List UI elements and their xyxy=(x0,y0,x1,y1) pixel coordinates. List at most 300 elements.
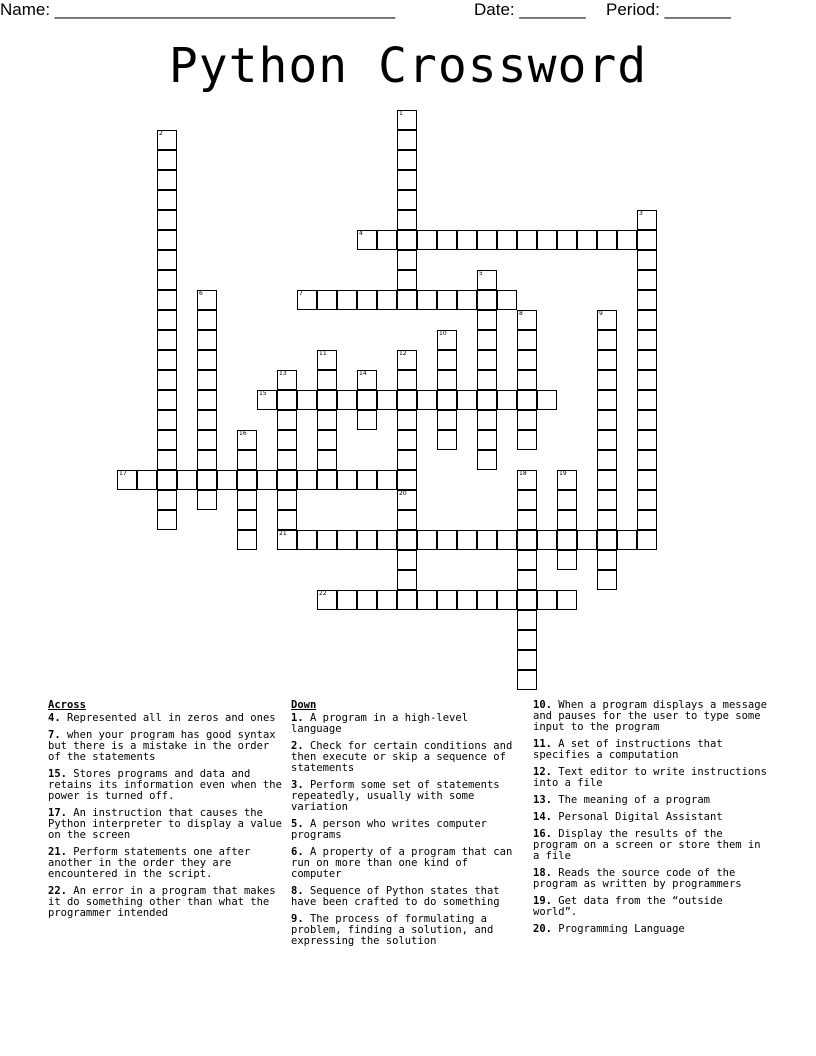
grid-cell[interactable] xyxy=(497,230,517,250)
grid-cell[interactable] xyxy=(277,410,297,430)
grid-cell[interactable] xyxy=(197,450,217,470)
clue-number-label: 8. xyxy=(291,885,304,897)
grid-cell[interactable] xyxy=(157,230,177,250)
grid-cell[interactable] xyxy=(357,370,377,390)
grid-cell[interactable] xyxy=(557,550,577,570)
grid-cell[interactable] xyxy=(277,370,297,390)
grid-cell[interactable] xyxy=(377,470,397,490)
grid-cell[interactable] xyxy=(197,430,217,450)
across-clue-list xyxy=(48,713,284,919)
grid-cell[interactable] xyxy=(397,490,417,510)
grid-cell[interactable] xyxy=(157,450,177,470)
grid-cell[interactable] xyxy=(157,470,177,490)
clue-number-label: 1. xyxy=(291,712,304,724)
grid-cell[interactable] xyxy=(617,530,637,550)
grid-cell[interactable] xyxy=(477,530,497,550)
grid-cell[interactable] xyxy=(197,330,217,350)
grid-cell[interactable] xyxy=(157,210,177,230)
grid-cell[interactable] xyxy=(397,410,417,430)
grid-cell[interactable] xyxy=(437,350,457,370)
clue-number-label: 7. xyxy=(48,729,61,741)
clue-text: An instruction that causes the Python interpreter to display a value on the screen xyxy=(48,807,282,841)
grid-cell[interactable] xyxy=(157,430,177,450)
grid-cell[interactable] xyxy=(317,390,337,410)
grid-cell[interactable] xyxy=(597,570,617,590)
grid-cell[interactable] xyxy=(337,290,357,310)
clue-text: Text editor to write instructions into a file xyxy=(533,766,767,789)
grid-cell[interactable] xyxy=(637,530,657,550)
grid-cell[interactable] xyxy=(317,590,337,610)
grid-cell[interactable] xyxy=(477,270,497,290)
grid-cell[interactable] xyxy=(297,390,317,410)
clue-number: 6 xyxy=(199,290,203,297)
grid-cell[interactable] xyxy=(517,390,537,410)
grid-cell[interactable] xyxy=(617,230,637,250)
grid-cell[interactable] xyxy=(197,370,217,390)
grid-cell[interactable] xyxy=(277,450,297,470)
grid-cell[interactable] xyxy=(517,310,537,330)
grid-cell[interactable] xyxy=(357,390,377,410)
grid-cell[interactable] xyxy=(237,490,257,510)
grid-cell[interactable] xyxy=(277,490,297,510)
clue-number: 2 xyxy=(159,130,163,137)
grid-cell[interactable] xyxy=(397,230,417,250)
grid-cell[interactable] xyxy=(637,250,657,270)
grid-cell[interactable] xyxy=(637,350,657,370)
grid-cell[interactable] xyxy=(397,210,417,230)
grid-cell[interactable] xyxy=(517,430,537,450)
grid-cell[interactable] xyxy=(317,410,337,430)
grid-cell[interactable] xyxy=(397,190,417,210)
grid-cell[interactable] xyxy=(317,290,337,310)
grid-cell[interactable] xyxy=(237,470,257,490)
grid-cell[interactable] xyxy=(437,590,457,610)
clue-number-label: 22. xyxy=(48,885,67,897)
grid-cell[interactable] xyxy=(197,310,217,330)
grid-cell[interactable] xyxy=(437,410,457,430)
across-heading: Across xyxy=(48,699,86,711)
grid-cell[interactable] xyxy=(597,370,617,390)
grid-cell[interactable] xyxy=(217,470,237,490)
grid-cell[interactable] xyxy=(597,330,617,350)
grid-cell[interactable] xyxy=(597,530,617,550)
grid-cell[interactable] xyxy=(597,310,617,330)
clue-number: 3 xyxy=(639,210,643,217)
clue-item xyxy=(291,741,523,774)
grid-cell[interactable] xyxy=(557,470,577,490)
grid-cell[interactable] xyxy=(317,370,337,390)
grid-cell[interactable] xyxy=(157,330,177,350)
name-field[interactable]: Name: ____________________________________ xyxy=(0,0,396,19)
clue-text: Perform some set of statements repeatedly, usually with some variation xyxy=(291,779,500,813)
grid-cell[interactable] xyxy=(517,330,537,350)
grid-cell[interactable] xyxy=(477,370,497,390)
clue-item xyxy=(291,847,523,880)
grid-cell[interactable] xyxy=(517,610,537,630)
grid-cell[interactable] xyxy=(357,410,377,430)
grid-cell[interactable] xyxy=(197,490,217,510)
grid-cell[interactable] xyxy=(517,350,537,370)
grid-cell[interactable] xyxy=(497,590,517,610)
grid-cell[interactable] xyxy=(637,210,657,230)
grid-cell[interactable] xyxy=(197,470,217,490)
grid-cell[interactable] xyxy=(157,490,177,510)
grid-cell[interactable] xyxy=(437,290,457,310)
grid-cell[interactable] xyxy=(397,570,417,590)
grid-cell[interactable] xyxy=(397,110,417,130)
grid-cell[interactable] xyxy=(157,130,177,150)
clue-text: The meaning of a program xyxy=(551,794,711,806)
grid-cell[interactable] xyxy=(377,230,397,250)
clue-text: Programming Language xyxy=(551,923,685,935)
grid-cell[interactable] xyxy=(637,370,657,390)
grid-cell[interactable] xyxy=(277,530,297,550)
clue-text: An error in a program that makes it do something other than what the programmer intended xyxy=(48,885,276,919)
clue-item xyxy=(48,886,284,919)
clue-item xyxy=(533,812,771,823)
grid-cell[interactable] xyxy=(557,490,577,510)
grid-cell[interactable] xyxy=(157,310,177,330)
clue-item xyxy=(291,780,523,813)
clue-number-label: 16. xyxy=(533,828,552,840)
grid-cell[interactable] xyxy=(377,390,397,410)
grid-cell[interactable] xyxy=(397,150,417,170)
grid-cell[interactable] xyxy=(257,390,277,410)
grid-cell[interactable] xyxy=(337,470,357,490)
grid-cell[interactable] xyxy=(237,450,257,470)
grid-cell[interactable] xyxy=(517,530,537,550)
grid-cell[interactable] xyxy=(437,530,457,550)
grid-cell[interactable] xyxy=(317,530,337,550)
clue-number: 20 xyxy=(399,490,407,497)
date-field[interactable]: Date: _______ xyxy=(474,0,586,19)
grid-cell[interactable] xyxy=(477,450,497,470)
grid-cell[interactable] xyxy=(557,590,577,610)
clue-number-label: 13. xyxy=(533,794,552,806)
grid-cell[interactable] xyxy=(197,290,217,310)
grid-cell[interactable] xyxy=(597,550,617,570)
grid-cell[interactable] xyxy=(597,230,617,250)
grid-cell[interactable] xyxy=(397,530,417,550)
grid-cell[interactable] xyxy=(437,390,457,410)
grid-cell[interactable] xyxy=(177,470,197,490)
grid-cell[interactable] xyxy=(157,270,177,290)
grid-cell[interactable] xyxy=(517,470,537,490)
clue-number: 18 xyxy=(519,470,527,477)
clue-number-label: 18. xyxy=(533,867,552,879)
grid-cell[interactable] xyxy=(537,230,557,250)
grid-cell[interactable] xyxy=(237,510,257,530)
clue-item xyxy=(48,808,284,841)
grid-cell[interactable] xyxy=(457,390,477,410)
clue-item xyxy=(533,924,771,935)
grid-cell[interactable] xyxy=(517,590,537,610)
clue-number: 1 xyxy=(399,110,403,117)
grid-cell[interactable] xyxy=(397,590,417,610)
clue-text: Perform statements one after another in the order they are encountered in the script. xyxy=(48,846,251,880)
clue-text: When a program displays a message and pauses for the user to type some input to the program xyxy=(533,699,767,733)
grid-cell[interactable] xyxy=(437,430,457,450)
grid-cell[interactable] xyxy=(337,390,357,410)
clue-item xyxy=(533,700,771,733)
grid-cell[interactable] xyxy=(517,230,537,250)
grid-cell[interactable] xyxy=(377,590,397,610)
clue-text: A person who writes computer programs xyxy=(291,818,487,841)
grid-cell[interactable] xyxy=(157,390,177,410)
clue-item xyxy=(533,767,771,789)
clue-text: A property of a program that can run on more than one kind of computer xyxy=(291,846,513,880)
grid-cell[interactable] xyxy=(537,590,557,610)
grid-cell[interactable] xyxy=(597,490,617,510)
down-heading: Down xyxy=(291,699,317,711)
grid-cell[interactable] xyxy=(537,530,557,550)
clue-number: 5 xyxy=(479,270,483,277)
grid-cell[interactable] xyxy=(637,230,657,250)
clue-item xyxy=(533,795,771,806)
grid-cell[interactable] xyxy=(397,550,417,570)
clue-number-label: 11. xyxy=(533,738,552,750)
clue-number: 17 xyxy=(119,470,127,477)
clue-text: Get data from the “outside world”. xyxy=(533,895,723,918)
clue-number: 13 xyxy=(279,370,287,377)
clue-item xyxy=(533,896,771,918)
grid-cell[interactable] xyxy=(637,330,657,350)
grid-cell[interactable] xyxy=(337,530,357,550)
clue-number-label: 15. xyxy=(48,768,67,780)
grid-cell[interactable] xyxy=(637,270,657,290)
grid-cell[interactable] xyxy=(517,570,537,590)
grid-cell[interactable] xyxy=(637,470,657,490)
grid-cell[interactable] xyxy=(157,370,177,390)
grid-cell[interactable] xyxy=(397,470,417,490)
grid-cell[interactable] xyxy=(477,290,497,310)
clue-text: Reads the source code of the program as written by programmers xyxy=(533,867,742,890)
grid-cell[interactable] xyxy=(597,430,617,450)
grid-cell[interactable] xyxy=(397,350,417,370)
clue-item xyxy=(48,769,284,802)
grid-cell[interactable] xyxy=(277,390,297,410)
clue-number: 11 xyxy=(319,350,327,357)
grid-cell[interactable] xyxy=(257,470,277,490)
grid-cell[interactable] xyxy=(157,350,177,370)
grid-cell[interactable] xyxy=(397,430,417,450)
grid-cell[interactable] xyxy=(517,670,537,690)
grid-cell[interactable] xyxy=(637,390,657,410)
grid-cell[interactable] xyxy=(417,230,437,250)
clue-number-label: 3. xyxy=(291,779,304,791)
grid-cell[interactable] xyxy=(517,490,537,510)
clue-item xyxy=(533,868,771,890)
grid-cell[interactable] xyxy=(197,390,217,410)
clue-number: 12 xyxy=(399,350,407,357)
clue-number: 21 xyxy=(279,530,287,537)
grid-cell[interactable] xyxy=(477,430,497,450)
grid-cell[interactable] xyxy=(357,530,377,550)
grid-cell[interactable] xyxy=(397,290,417,310)
clue-number: 7 xyxy=(299,290,303,297)
grid-cell[interactable] xyxy=(317,470,337,490)
grid-cell[interactable] xyxy=(557,510,577,530)
grid-cell[interactable] xyxy=(197,350,217,370)
grid-cell[interactable] xyxy=(437,230,457,250)
clue-text: Display the results of the program on a screen or store them in a file xyxy=(533,828,761,862)
clue-item xyxy=(533,739,771,761)
grid-cell[interactable] xyxy=(297,530,317,550)
grid-cell[interactable] xyxy=(377,530,397,550)
grid-cell[interactable] xyxy=(517,550,537,570)
clue-item xyxy=(48,713,284,724)
clue-text: Sequence of Python states that have been crafted to do something xyxy=(291,885,500,908)
clue-number-label: 14. xyxy=(533,811,552,823)
grid-cell[interactable] xyxy=(157,150,177,170)
grid-cell[interactable] xyxy=(297,290,317,310)
grid-cell[interactable] xyxy=(397,250,417,270)
clue-text: The process of formulating a problem, finding a solution, and expressing the solution xyxy=(291,913,494,947)
clue-text: A program in a high-level language xyxy=(291,712,469,735)
clue-number-label: 5. xyxy=(291,818,304,830)
down-clues xyxy=(291,700,523,953)
grid-cell[interactable] xyxy=(277,430,297,450)
grid-cell[interactable] xyxy=(157,510,177,530)
grid-cell[interactable] xyxy=(497,530,517,550)
grid-cell[interactable] xyxy=(397,450,417,470)
grid-cell[interactable] xyxy=(477,410,497,430)
clue-number: 22 xyxy=(319,590,327,597)
grid-cell[interactable] xyxy=(477,350,497,370)
grid-cell[interactable] xyxy=(357,590,377,610)
grid-cell[interactable] xyxy=(397,390,417,410)
grid-cell[interactable] xyxy=(577,230,597,250)
grid-cell[interactable] xyxy=(237,430,257,450)
clue-number-label: 12. xyxy=(533,766,552,778)
clue-item xyxy=(291,713,523,735)
grid-cell[interactable] xyxy=(357,230,377,250)
grid-cell[interactable] xyxy=(157,170,177,190)
grid-cell[interactable] xyxy=(637,430,657,450)
grid-cell[interactable] xyxy=(537,390,557,410)
grid-cell[interactable] xyxy=(637,510,657,530)
clue-text: Stores programs and data and retains its information even when the power is turned off. xyxy=(48,768,282,802)
grid-cell[interactable] xyxy=(517,630,537,650)
grid-cell[interactable] xyxy=(517,510,537,530)
grid-cell[interactable] xyxy=(557,230,577,250)
grid-cell[interactable] xyxy=(157,290,177,310)
grid-cell[interactable] xyxy=(517,650,537,670)
grid-cell[interactable] xyxy=(637,490,657,510)
grid-cell[interactable] xyxy=(497,290,517,310)
grid-cell[interactable] xyxy=(417,590,437,610)
grid-cell[interactable] xyxy=(517,410,537,430)
clue-number-label: 10. xyxy=(533,699,552,711)
clue-item xyxy=(291,819,523,841)
grid-cell[interactable] xyxy=(157,190,177,210)
grid-cell[interactable] xyxy=(337,590,357,610)
down-clues-continued xyxy=(533,700,771,941)
grid-cell[interactable] xyxy=(197,410,217,430)
grid-cell[interactable] xyxy=(577,530,597,550)
grid-cell[interactable] xyxy=(637,290,657,310)
clue-text: when your program has good syntax but there is a mistake in the order of the statements xyxy=(48,729,276,763)
down-clue-list-continued xyxy=(533,700,771,935)
grid-cell[interactable] xyxy=(277,510,297,530)
grid-cell[interactable] xyxy=(597,450,617,470)
grid-cell[interactable] xyxy=(597,410,617,430)
grid-cell[interactable] xyxy=(237,530,257,550)
grid-cell[interactable] xyxy=(637,310,657,330)
grid-cell[interactable] xyxy=(157,410,177,430)
clue-number-label: 2. xyxy=(291,740,304,752)
grid-cell[interactable] xyxy=(397,510,417,530)
grid-cell[interactable] xyxy=(637,410,657,430)
grid-cell[interactable] xyxy=(117,470,137,490)
clue-item xyxy=(291,886,523,908)
grid-cell[interactable] xyxy=(517,370,537,390)
grid-cell[interactable] xyxy=(477,330,497,350)
grid-cell[interactable] xyxy=(137,470,157,490)
grid-cell[interactable] xyxy=(357,290,377,310)
grid-cell[interactable] xyxy=(397,130,417,150)
grid-cell[interactable] xyxy=(477,310,497,330)
grid-cell[interactable] xyxy=(397,270,417,290)
clue-number-label: 4. xyxy=(48,712,61,724)
grid-cell[interactable] xyxy=(597,470,617,490)
clue-number: 10 xyxy=(439,330,447,337)
clue-number-label: 9. xyxy=(291,913,304,925)
grid-cell[interactable] xyxy=(397,170,417,190)
page-title: Python Crossword xyxy=(168,38,648,94)
clue-number: 14 xyxy=(359,370,367,377)
clue-number-label: 20. xyxy=(533,923,552,935)
grid-cell[interactable] xyxy=(317,430,337,450)
grid-cell[interactable] xyxy=(417,390,437,410)
grid-cell[interactable] xyxy=(417,290,437,310)
grid-cell[interactable] xyxy=(397,370,417,390)
grid-cell[interactable] xyxy=(497,390,517,410)
clue-text: Personal Digital Assistant xyxy=(551,811,723,823)
grid-cell[interactable] xyxy=(457,290,477,310)
clue-number-label: 21. xyxy=(48,846,67,858)
grid-cell[interactable] xyxy=(417,530,437,550)
grid-cell[interactable] xyxy=(437,370,457,390)
grid-cell[interactable] xyxy=(477,230,497,250)
grid-cell[interactable] xyxy=(457,530,477,550)
grid-cell[interactable] xyxy=(377,290,397,310)
clue-number: 15 xyxy=(259,390,267,397)
clue-item xyxy=(291,914,523,947)
clue-number-label: 6. xyxy=(291,846,304,858)
grid-cell[interactable] xyxy=(297,470,317,490)
grid-cell[interactable] xyxy=(317,450,337,470)
period-field[interactable]: Period: _______ xyxy=(606,0,731,19)
grid-cell[interactable] xyxy=(157,250,177,270)
grid-cell[interactable] xyxy=(477,390,497,410)
grid-cell[interactable] xyxy=(357,470,377,490)
grid-cell[interactable] xyxy=(597,390,617,410)
grid-cell[interactable] xyxy=(457,230,477,250)
grid-cell[interactable] xyxy=(277,470,297,490)
grid-cell[interactable] xyxy=(637,450,657,470)
clue-number: 16 xyxy=(239,430,247,437)
across-clues xyxy=(48,700,284,925)
clue-number: 8 xyxy=(519,310,523,317)
grid-cell[interactable] xyxy=(437,330,457,350)
grid-cell[interactable] xyxy=(457,590,477,610)
grid-cell[interactable] xyxy=(317,350,337,370)
grid-cell[interactable] xyxy=(597,350,617,370)
grid-cell[interactable] xyxy=(557,530,577,550)
grid-cell[interactable] xyxy=(597,510,617,530)
grid-cell[interactable] xyxy=(477,590,497,610)
